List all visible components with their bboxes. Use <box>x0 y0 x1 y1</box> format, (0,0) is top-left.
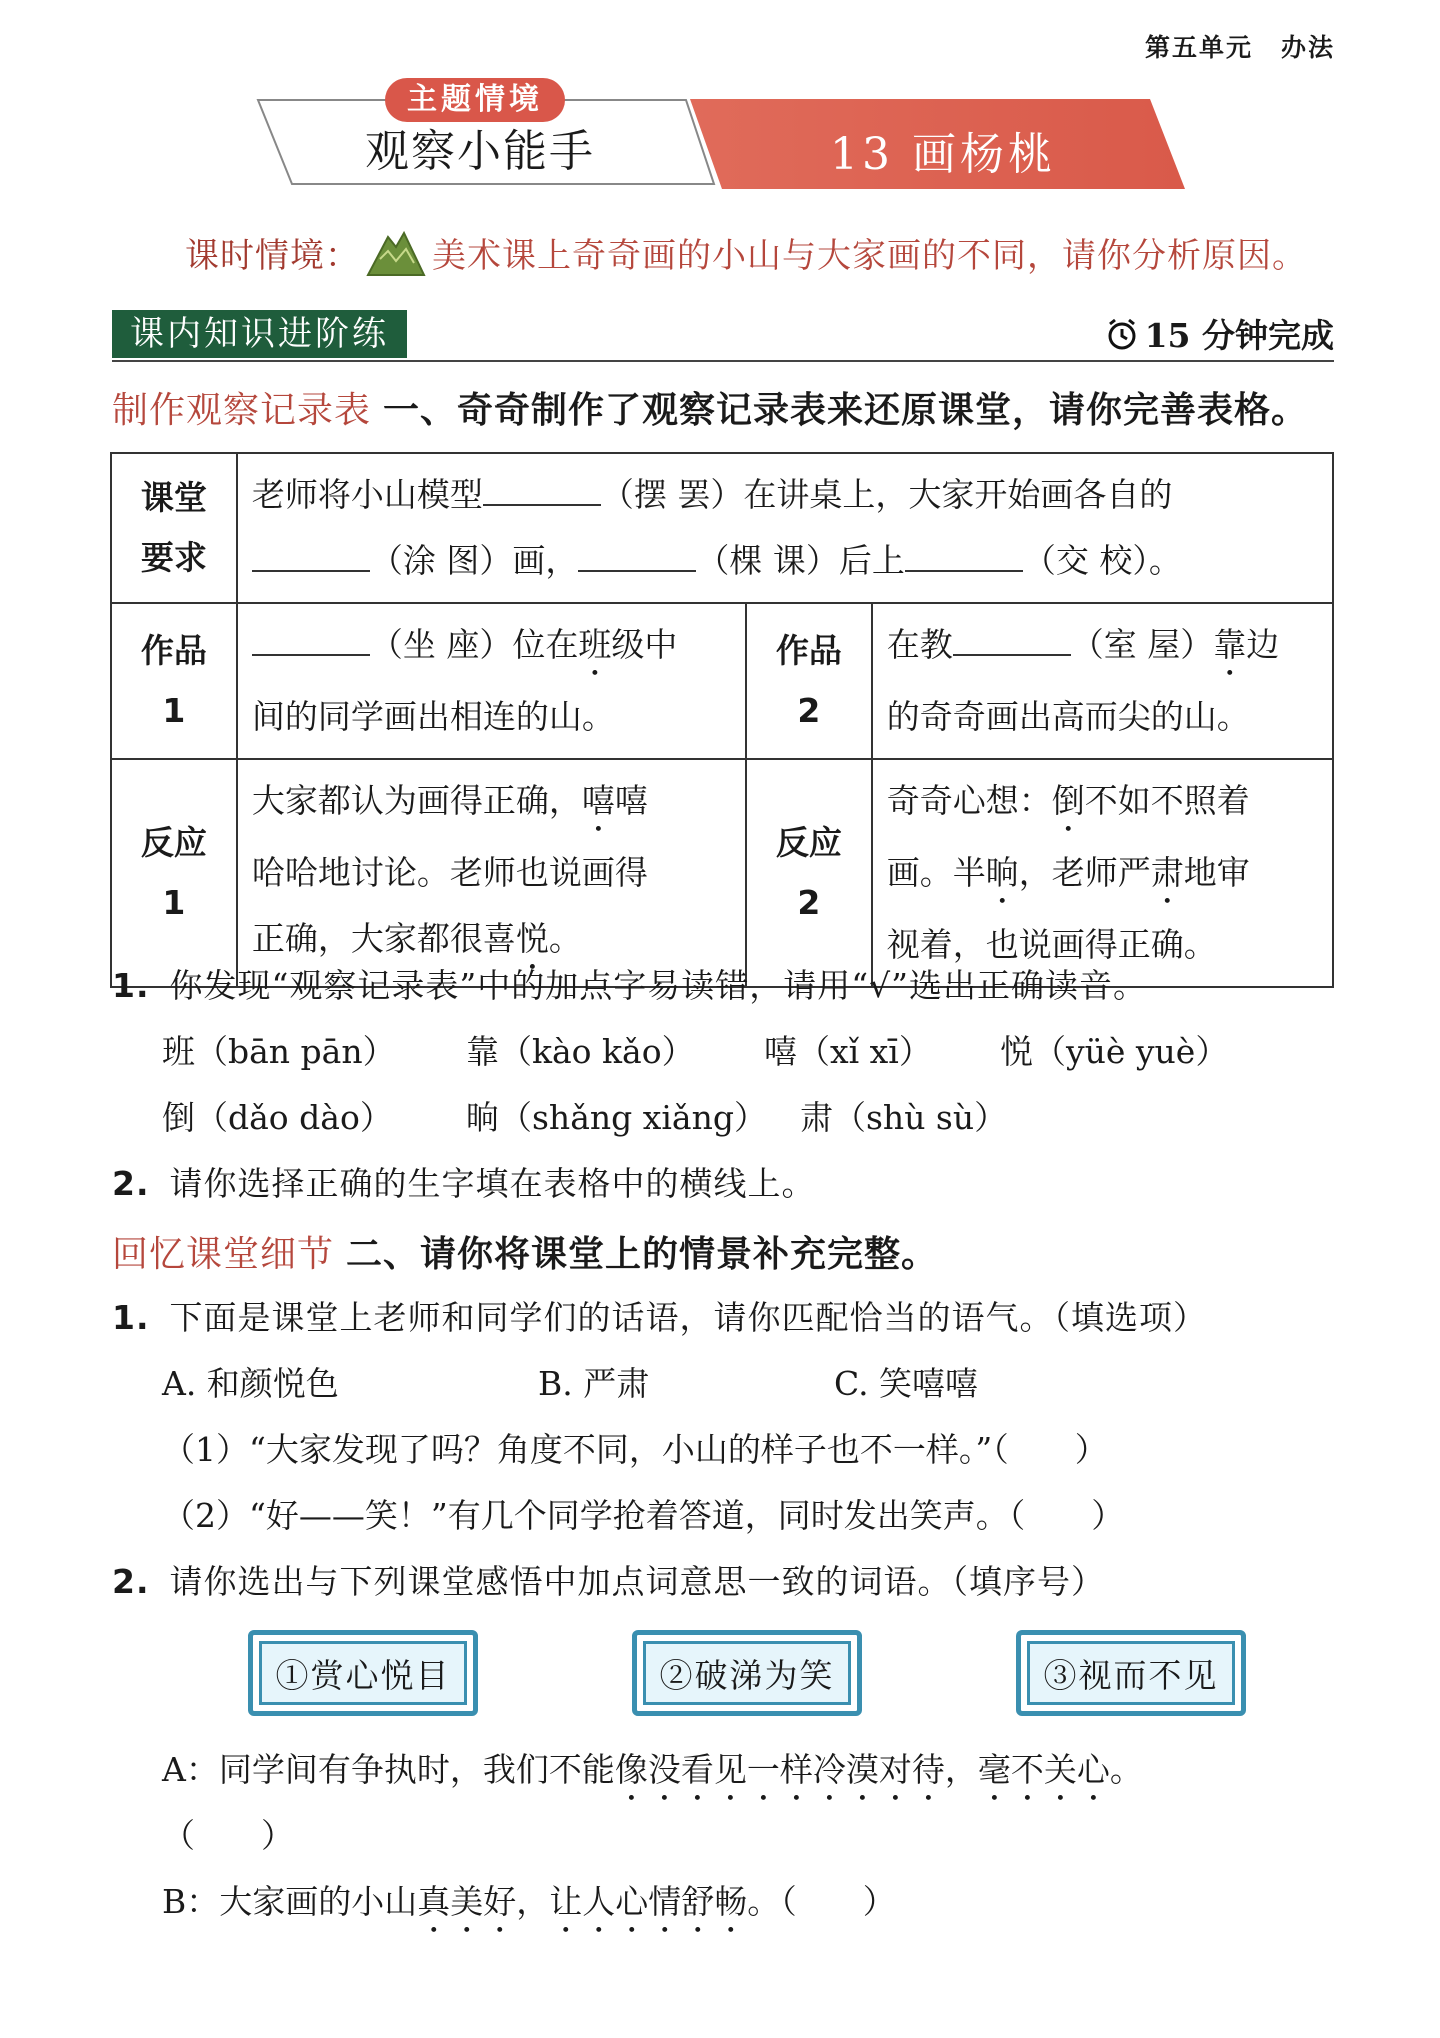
part1-heading <box>112 382 1308 433</box>
section-title: 课内知识进阶练 <box>112 310 407 358</box>
time-limit-text: 15 分钟完成 <box>1144 316 1334 355</box>
idiom-card-2: ②破涕为笑 <box>632 1630 862 1716</box>
requirement-label: 课堂 要求 <box>111 453 237 603</box>
table-row <box>111 759 1333 987</box>
table-row <box>111 603 1333 759</box>
theme-tag: 主题情境 <box>385 78 565 122</box>
part2-heading <box>112 1226 938 1277</box>
sentence-a: A：同学间有争执时，我们不能像没看见一样冷漠对待，毫不关心。 <box>162 1750 1143 1789</box>
pinyin-choice[interactable]: 肃（shù sù） <box>800 1098 1008 1137</box>
part1-title: 一、奇奇制作了观察记录表来还原课堂，请你完善表格。 <box>383 389 1309 431</box>
option-a: A. 和颜悦色 <box>162 1364 339 1403</box>
context-text: 美术课上奇奇画的小山与大家画的不同，请你分析原因。 <box>432 236 1307 276</box>
section-divider <box>112 360 1334 362</box>
running-header <box>1145 28 1335 64</box>
observation-record-table <box>110 452 1334 988</box>
requirement-cell: 老师将小山模型 （摆 罢）在讲桌上，大家开始画各自的 （涂 图）画， （棵 课）后上 （交 校）。 <box>237 453 1333 603</box>
fill-blank[interactable] <box>953 616 1071 656</box>
option-c: C. 笑嘻嘻 <box>834 1364 979 1403</box>
work2-label: 作品 2 <box>746 603 872 759</box>
time-limit <box>1105 310 1334 357</box>
unit-topic: 办法 <box>1280 33 1335 62</box>
pinyin-choice[interactable]: 班（bān pān） <box>162 1032 396 1071</box>
pinyin-row-2 <box>162 1092 1007 1139</box>
sentence-2: （2）“好——笑！”有几个同学抢着答道，同时发出笑声。（ ） <box>162 1496 1125 1535</box>
sentence-1: （1）“大家发现了吗？角度不同，小山的样子也不一样。”（ ） <box>162 1430 1108 1469</box>
work2-cell: 在教 （室 屋）靠边 的奇奇画出高而尖的山。 <box>872 603 1333 759</box>
table-row <box>111 453 1333 603</box>
lesson-context <box>185 228 1307 286</box>
context-label: 课时情境： <box>185 236 360 276</box>
pinyin-row-1 <box>162 1026 1228 1073</box>
work1-cell: （坐 座）位在班级中 间的同学画出相连的山。 <box>237 603 746 759</box>
work1-label: 作品 1 <box>111 603 237 759</box>
idiom-card-1: ①赏心悦目 <box>248 1630 478 1716</box>
pinyin-choice[interactable]: 悦（yüè yuè） <box>1000 1032 1229 1071</box>
unit-label: 第五单元 <box>1144 33 1253 62</box>
tone-options <box>162 1358 978 1405</box>
theme-title: 观察小能手 <box>365 126 595 177</box>
sentence-a-answer[interactable]: （ ） <box>162 1816 294 1855</box>
part1-question-2: 2. 请你选择正确的生字填在表格中的横线上。 <box>112 1164 816 1203</box>
lesson-title: 13 画杨桃 <box>830 129 1056 180</box>
part1-tag: 制作观察记录表 <box>112 390 372 431</box>
reaction1-label: 反应 1 <box>111 759 237 987</box>
pinyin-choice[interactable]: 靠（kào kǎo） <box>466 1032 695 1071</box>
reaction2-cell: 奇奇心想：倒不如不照着 画。半晌，老师严肃地审 视着，也说画得正确。 <box>872 759 1333 987</box>
pinyin-choice[interactable]: 晌（shǎng xiǎng） <box>466 1098 767 1137</box>
mountain-icon <box>366 229 426 286</box>
idiom-card-3: ③视而不见 <box>1016 1630 1246 1716</box>
fill-blank[interactable] <box>252 616 370 656</box>
part2-title: 二、请你将课堂上的情景补充完整。 <box>346 1233 939 1275</box>
part1-question-1: 1. 你发现“观察记录表”中的加点字易读错，请用“√”选出正确读音。 <box>112 966 1148 1005</box>
fill-blank[interactable] <box>578 532 696 572</box>
fill-blank[interactable] <box>252 532 370 572</box>
sentence-b: B：大家画的小山真美好，让人心情舒畅。（ ） <box>162 1882 896 1921</box>
part2-tag: 回忆课堂细节 <box>112 1234 335 1275</box>
part2-question-2: 2. 请你选出与下列课堂感悟中加点词意思一致的词语。（填序号） <box>112 1562 1105 1601</box>
reaction1-cell: 大家都认为画得正确，嘻嘻 哈哈地讨论。老师也说画得 正确，大家都很喜悦。 <box>237 759 746 987</box>
fill-blank[interactable] <box>905 532 1023 572</box>
fill-blank[interactable] <box>483 466 601 506</box>
option-b: B. 严肃 <box>538 1364 650 1403</box>
alarm-clock-icon <box>1105 317 1139 351</box>
pinyin-choice[interactable]: 嘻（xǐ xī） <box>764 1032 932 1071</box>
pinyin-choice[interactable]: 倒（dǎo dào） <box>162 1098 393 1137</box>
part2-question-1: 1. 下面是课堂上老师和同学们的话语，请你匹配恰当的语气。（填选项） <box>112 1298 1207 1337</box>
reaction2-label: 反应 2 <box>746 759 872 987</box>
